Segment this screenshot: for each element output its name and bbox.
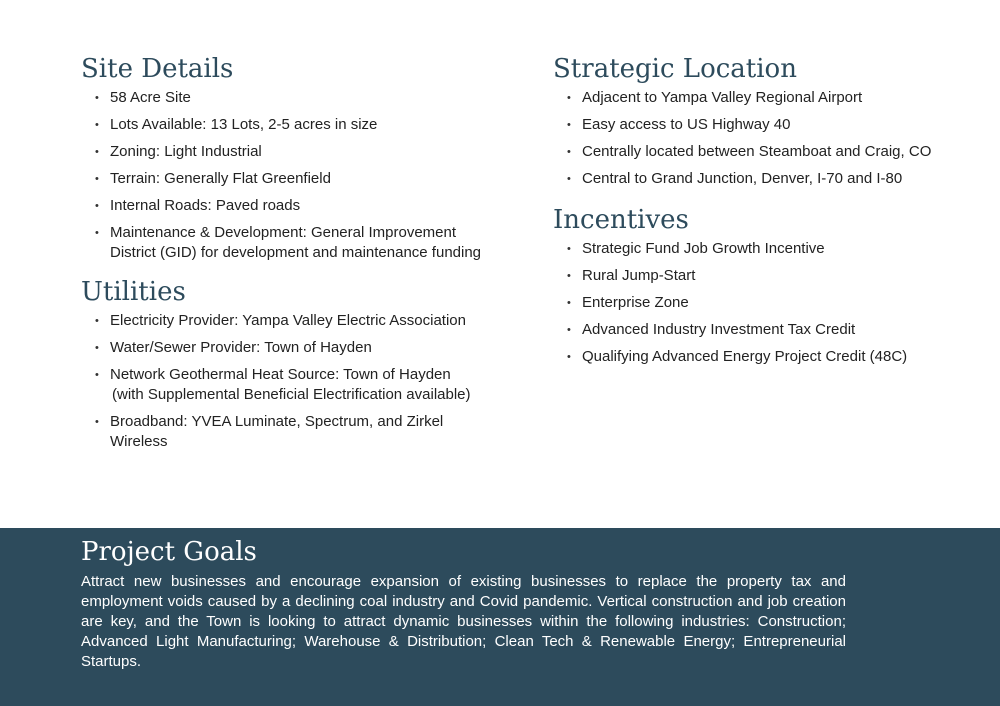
list-item: • Enterprise Zone [567, 294, 689, 311]
bullet-icon: • [95, 119, 99, 131]
bullet-icon: • [95, 416, 99, 428]
list-item: • Electricity Provider: Yampa Valley Electric Association [95, 312, 466, 329]
left-column [81, 52, 501, 459]
bullet-icon: • [567, 146, 571, 158]
incentives-list [553, 239, 973, 367]
list-item: • Qualifying Advanced Energy Project Credit (48C) [567, 348, 908, 365]
bullet-icon: • [95, 227, 99, 239]
strategic-location-heading: Strategic Location [553, 54, 797, 84]
bullet-icon: • [567, 92, 571, 104]
list-item: • Advanced Industry Investment Tax Credit [567, 321, 856, 338]
list-item: • Network Geothermal Heat Source: Town of Hayden (with Supplemental Beneficial Electrification available) [95, 366, 471, 403]
list-item: • Central to Grand Junction, Denver, I-70 and I-80 [567, 170, 903, 187]
bullet-icon: • [95, 173, 99, 185]
list-item: • Centrally located between Steamboat and Craig, CO [567, 143, 932, 160]
bullet-icon: • [95, 92, 99, 104]
bullet-icon: • [567, 119, 571, 131]
bullet-icon: • [567, 243, 571, 255]
incentives-heading: Incentives [553, 205, 689, 235]
bullet-icon: • [567, 324, 571, 336]
strategic-location-list [553, 88, 973, 189]
site-details-heading: Site Details [81, 54, 234, 84]
list-item: • Maintenance & Development: General Improvement District (GID) for development and maintenance funding [95, 224, 482, 261]
utilities-list [81, 311, 501, 452]
bullet-icon: • [567, 351, 571, 363]
list-item: • Internal Roads: Paved roads [95, 197, 301, 214]
bullet-icon: • [95, 315, 99, 327]
bullet-icon: • [567, 173, 571, 185]
bullet-icon: • [95, 369, 99, 381]
bullet-icon: • [95, 342, 99, 354]
bullet-icon: • [567, 297, 571, 309]
project-goals-heading: Project Goals [81, 537, 257, 567]
project-goals-text: Attract new businesses and encourage expansion of existing businesses to replace the property tax and employment voids caused by a declining coal industry and Covid pandemic. Vertical construction and job creation are key, and the Town is looking to attract dynamic businesses within the following industries: Construction; Advanced Light Manufacturing; Warehouse & Distribution; Clean Tech & Renewable Energy; Entrepreneurial Startups. [81, 573, 846, 670]
list-item: • Strategic Fund Job Growth Incentive [567, 240, 825, 257]
site-details-list [81, 88, 501, 263]
list-item: • Water/Sewer Provider: Town of Hayden [95, 339, 372, 356]
right-column [553, 52, 973, 374]
utilities-heading: Utilities [81, 277, 186, 307]
bullet-icon: • [95, 146, 99, 158]
list-item: • Easy access to US Highway 40 [567, 116, 791, 133]
list-item: • Broadband: YVEA Luminate, Spectrum, and Zirkel Wireless [95, 413, 444, 450]
list-item: • Rural Jump-Start [567, 267, 696, 284]
list-item: • Terrain: Generally Flat Greenfield [95, 170, 331, 187]
list-item: • Lots Available: 13 Lots, 2-5 acres in size [95, 116, 378, 133]
geothermal-note: (with Supplemental Beneficial Electrification available) [112, 386, 471, 403]
bullet-icon: • [95, 200, 99, 212]
list-item: • Adjacent to Yampa Valley Regional Airport [567, 89, 863, 106]
project-goals-banner [0, 528, 1000, 706]
bullet-icon: • [567, 270, 571, 282]
list-item: • 58 Acre Site [95, 89, 191, 106]
list-item: • Zoning: Light Industrial [95, 143, 262, 160]
